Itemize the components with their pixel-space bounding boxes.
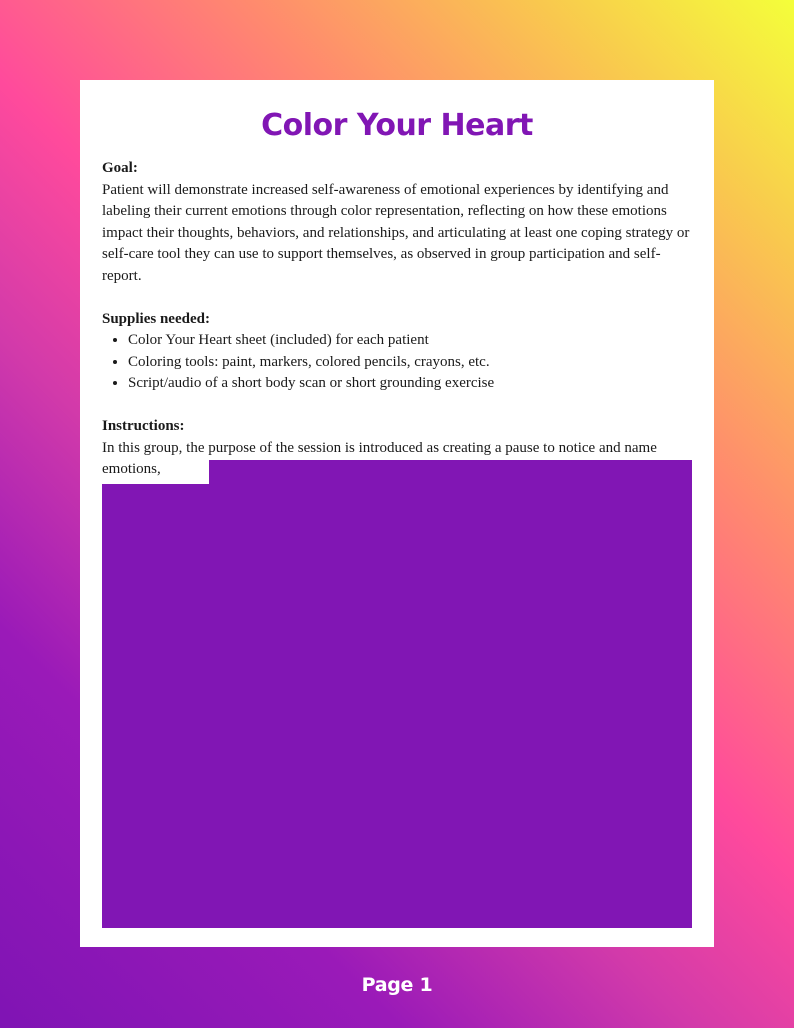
goal-section xyxy=(102,158,692,288)
list-item: • Color Your Heart sheet (included) for each patient xyxy=(128,330,692,352)
instructions-heading: Instructions: xyxy=(102,417,185,434)
goal-heading: Goal: xyxy=(102,160,138,176)
document-body xyxy=(102,158,692,481)
content-redaction-block xyxy=(209,460,692,484)
content-redaction-block xyxy=(102,484,692,928)
list-item: • Coloring tools: paint, markers, colored pencils, crayons, etc. xyxy=(128,352,692,374)
page-title: Color Your Heart xyxy=(261,108,533,143)
supplies-section xyxy=(102,309,692,395)
instructions-text: In this group, the purpose of the session is introduced as creating a pause to notice and name emotions, xyxy=(102,439,657,478)
section-spacer xyxy=(102,288,692,309)
page-number: Page 1 xyxy=(361,974,433,996)
list-item: • Script/audio of a short body scan or short grounding exercise xyxy=(128,373,692,395)
supplies-list xyxy=(102,330,692,395)
supplies-heading: Supplies needed: xyxy=(102,310,210,327)
section-spacer xyxy=(102,395,692,416)
goal-text: Patient will demonstrate increased self-awareness of emotional experiences by identifying and labeling their current emotions through color representation, reflecting on how these emotions impact their thoughts, behaviors, and relationships, and articulating at least one coping strategy or self-care tool they can use to support themselves, as observed in group participation and self-report. xyxy=(102,181,690,284)
